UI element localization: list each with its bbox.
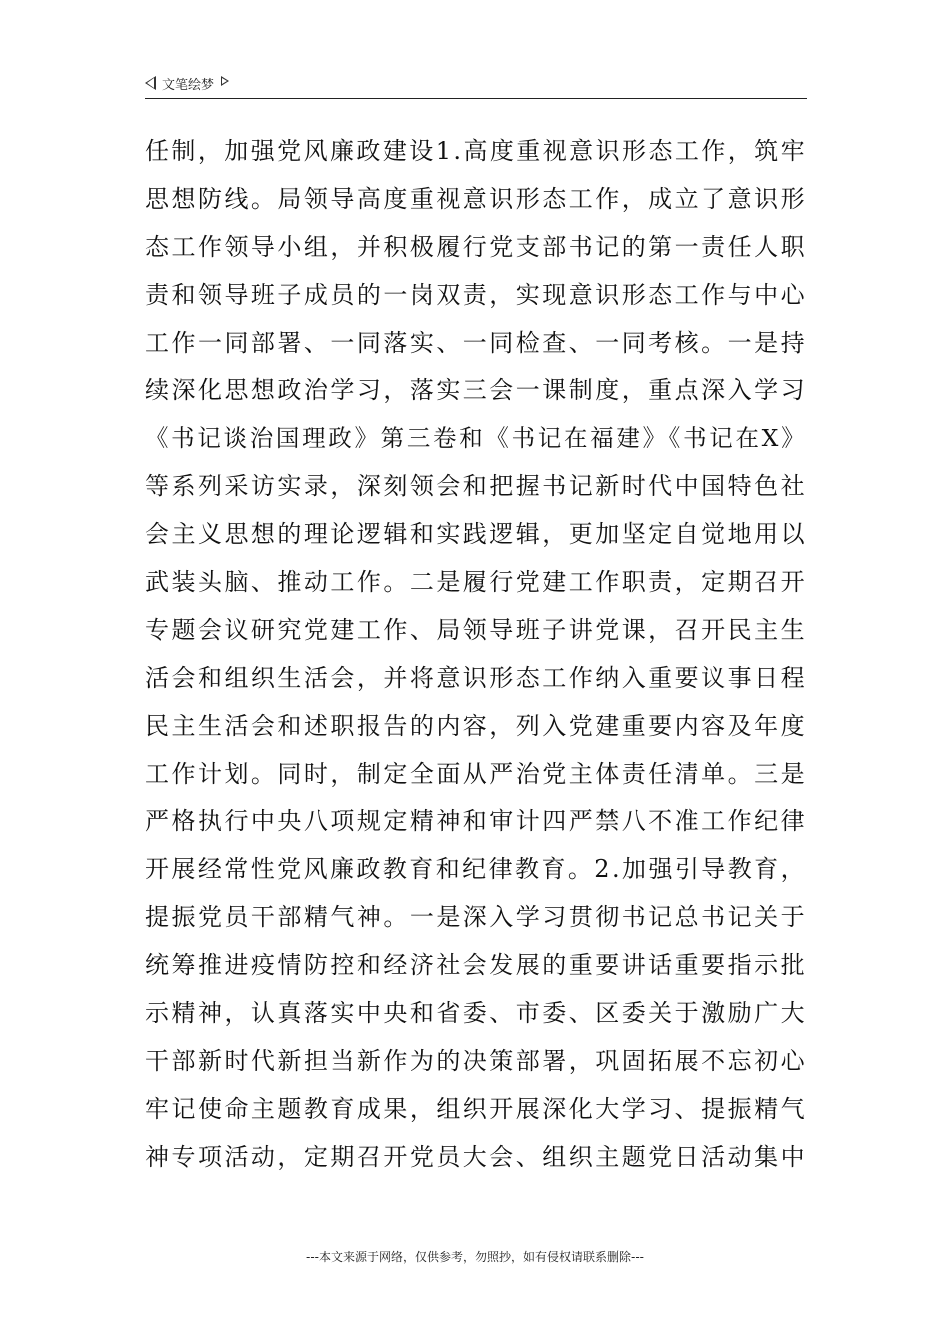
text-line: 提振党员干部精气神。一是深入学习贯彻书记总书记关于: [145, 903, 807, 932]
text-line: 工作计划。同时，制定全面从严治党主体责任清单。三是: [145, 759, 807, 788]
text-line: 民主生活会和述职报告的内容，列入党建重要内容及年度: [145, 711, 807, 740]
text-line: 活会和组织生活会，并将意识形态工作纳入重要议事日程: [145, 663, 807, 692]
page-header: [145, 72, 807, 99]
page-footer: ---本文来源于网络，仅供参考，勿照抄，如有侵权请联系删除---: [306, 1250, 644, 1264]
text-line: 干部新时代新担当新作为的决策部署，巩固拓展不忘初心: [145, 1046, 807, 1075]
text-line: 武装头脑、推动工作。二是履行党建工作职责，定期召开: [145, 568, 807, 597]
text-line: 续深化思想政治学习，落实三会一课制度，重点深入学习: [145, 376, 807, 405]
text-line: 《书记谈治国理政》第三卷和《书记在福建》《书记在X》: [145, 424, 807, 453]
text-line: 思想防线。局领导高度重视意识形态工作，成立了意识形: [145, 184, 807, 213]
text-line: 专题会议研究党建工作、局领导班子讲党课，召开民主生: [145, 615, 807, 644]
text-line: 神专项活动，定期召开党员大会、组织主题党日活动集中: [145, 1142, 807, 1171]
text-line: 态工作领导小组，并积极履行党支部书记的第一责任人职: [145, 232, 807, 261]
text-line: 开展经常性党风廉政教育和纪律教育。2.加强引导教育，: [145, 855, 807, 884]
text-line: 任制，加强党风廉政建设1.高度重视意识形态工作，筑牢: [145, 137, 807, 165]
text-line: 会主义思想的理论逻辑和实践逻辑，更加坚定自觉地用以: [145, 520, 807, 549]
text-line: 统筹推进疫情防控和经济社会发展的重要讲话重要指示批: [145, 951, 807, 980]
text-line: 责和领导班子成员的一岗双责，实现意识形态工作与中心: [145, 280, 807, 309]
text-line: 牢记使命主题教育成果，组织开展深化大学习、提振精气: [145, 1094, 807, 1123]
text-line: 等系列采访实录，深刻领会和把握书记新时代中国特色社: [145, 472, 807, 501]
triangle-left-icon: [145, 76, 156, 90]
text-line: 严格执行中央八项规定精神和审计四严禁八不准工作纪律: [145, 807, 807, 836]
document-body: [145, 128, 807, 1182]
header-title: 文笔绘梦: [162, 77, 215, 93]
text-line: 工作一同部署、一同落实、一同检查、一同考核。一是持: [145, 328, 807, 357]
triangle-right-icon: [221, 76, 229, 86]
text-line: 示精神，认真落实中央和省委、市委、区委关于激励广大: [145, 999, 807, 1028]
